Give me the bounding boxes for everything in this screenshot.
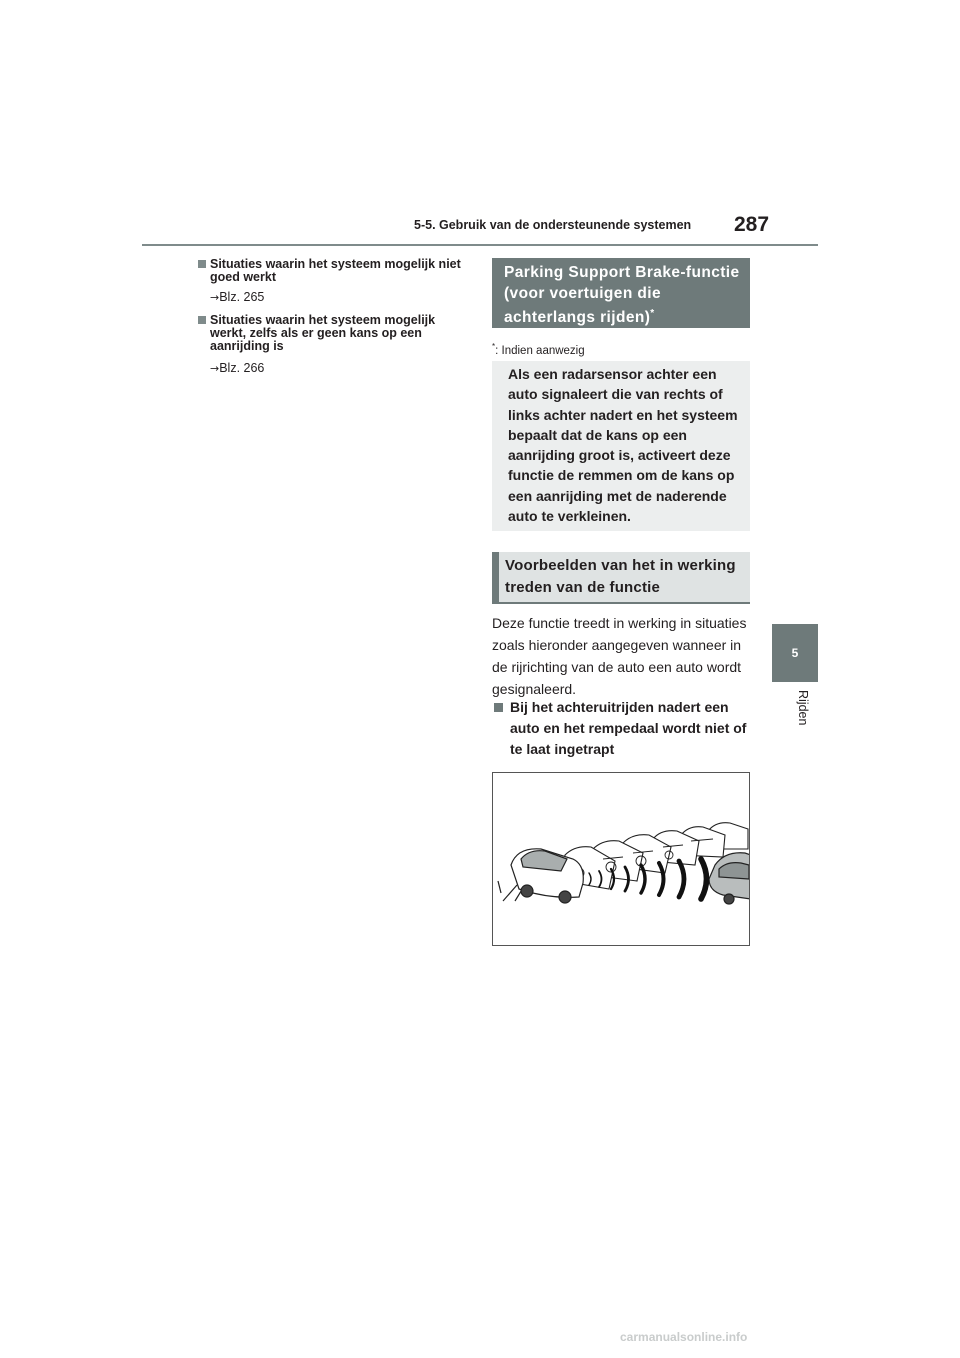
examples-heading-rule xyxy=(492,602,750,604)
body-paragraph: Deze functie treedt in werking in situaties zoals hieronder aangegeven wanneer in de rijrichting van de auto een auto wordt gesignaleerd. xyxy=(492,615,747,697)
left-heading-2 xyxy=(210,314,465,353)
examples-heading-bar xyxy=(492,552,499,602)
footnote-mark: * xyxy=(492,342,496,351)
arrow-right-icon: → xyxy=(210,362,220,375)
page-number: 287 xyxy=(734,213,770,236)
footnote xyxy=(492,342,585,357)
left-ref-2[interactable] xyxy=(210,361,264,375)
intro-text: Als een radarsensor achter een auto signaleert die van rechts of links achter nadert en het systeem bepaalt dat de kans op een aanrijding groot is, activeert deze functie de remmen om de kans op een aanrijding met de naderende auto te verkleinen. xyxy=(508,366,738,525)
footnote-text: : Indien aanwezig xyxy=(495,344,585,357)
section-heading xyxy=(504,263,744,329)
left-ref-2-text: Blz. 266 xyxy=(219,361,265,375)
section-heading-text: Parking Support Brake-functie (voor voertuigen die achterlangs rijden) xyxy=(504,264,740,327)
illustration-svg xyxy=(493,773,749,945)
arrow-right-icon: → xyxy=(210,291,220,304)
left-heading-1 xyxy=(210,258,465,284)
square-bullet-icon xyxy=(494,703,503,712)
car-reversing-radar-illustration xyxy=(492,772,750,946)
header-section-title: 5-5. Gebruik van de ondersteunende systemen xyxy=(414,218,692,232)
sub-heading: Bij het achteruitrijden nadert een auto en het rempedaal wordt niet of te laat ingetrapt xyxy=(510,699,747,757)
examples-heading: Voorbeelden van het in werking treden van de functie xyxy=(505,557,736,596)
left-heading-2-text: Situaties waarin het systeem mogelijk werkt, zelfs als er geen kans op een aanrijding is xyxy=(210,313,436,353)
header-divider xyxy=(142,244,818,246)
left-ref-1[interactable] xyxy=(210,290,264,304)
left-ref-1-text: Blz. 265 xyxy=(219,290,265,304)
watermark: carmanualsonline.info xyxy=(620,1330,748,1344)
section-heading-footnote-mark: * xyxy=(650,308,655,319)
left-heading-1-text: Situaties waarin het systeem mogelijk niet goed werkt xyxy=(210,257,461,284)
chapter-tab xyxy=(772,624,818,682)
chapter-tab-number: 5 xyxy=(791,646,799,660)
chapter-tab-label: Rijden xyxy=(796,690,810,726)
square-bullet-icon xyxy=(198,260,206,268)
square-bullet-icon xyxy=(198,316,206,324)
